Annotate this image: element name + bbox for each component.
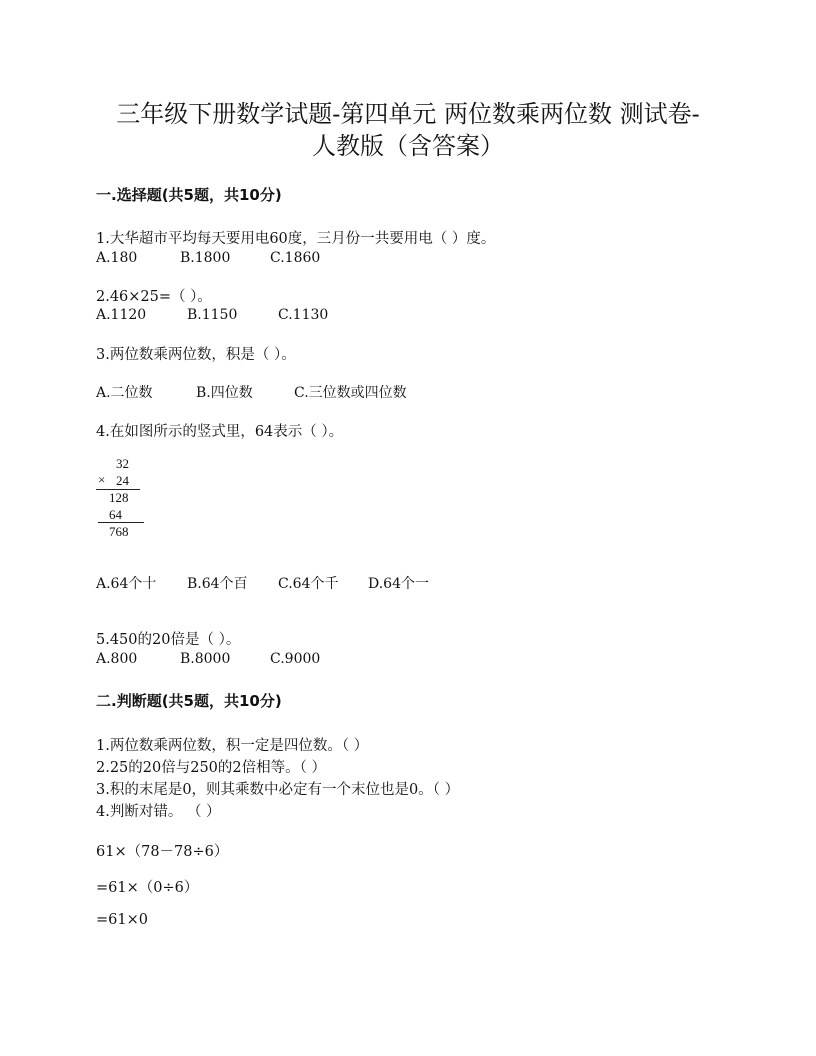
question-4-option-b: B.64个百 [187, 576, 248, 592]
question-5-option-b: B.8000 [180, 651, 231, 667]
calc-divider-line-2 [98, 522, 144, 523]
calculation-step-1: 61×（78－78÷6） [96, 844, 229, 860]
judgement-item-2: 2.25的20倍与250的2倍相等。（ ） [96, 760, 326, 776]
judgement-item-1: 1.两位数乘两位数，积一定是四位数。（ ） [96, 738, 369, 754]
question-3-option-b: B.四位数 [196, 385, 253, 401]
question-1-option-b: B.1800 [180, 250, 231, 266]
question-5-option-a: A.800 [96, 651, 138, 667]
question-1-text: 1.大华超市平均每天要用电60度，三月份一共要用电（ ）度。 [96, 231, 496, 247]
section-heading-choice: 一.选择题(共5题，共10分) [96, 186, 282, 204]
question-3-option-c: C.三位数或四位数 [294, 385, 407, 401]
calc-result: 768 [109, 524, 129, 539]
page-title-line2: 人教版（含答案） [312, 132, 504, 160]
section-heading-judgement: 二.判断题(共5题，共10分) [96, 692, 282, 710]
question-2-option-b: B.1150 [187, 307, 238, 323]
question-3-text: 3.两位数乘两位数，积是（ ）。 [96, 347, 296, 363]
question-4-option-a: A.64个十 [96, 576, 157, 592]
judgement-item-4: 4.判断对错。 （ ） [96, 804, 221, 820]
question-4-option-c: C.64个千 [278, 576, 339, 592]
page-title-line1: 三年级下册数学试题-第四单元 两位数乘两位数 测试卷- [116, 100, 700, 128]
calc-multiplier: 24 [116, 473, 129, 488]
calc-partial-product-1: 128 [109, 490, 129, 505]
judgement-item-3: 3.积的末尾是0，则其乘数中必定有一个末位也是0。（ ） [96, 782, 460, 798]
calc-partial-product-2: 64 [109, 507, 122, 522]
question-1-option-c: C.1860 [270, 250, 321, 266]
calc-multiplicand: 32 [116, 456, 129, 471]
calc-times-sign: × [98, 472, 106, 487]
calculation-step-2: =61×（0÷6） [96, 880, 199, 896]
question-2-option-a: A.1120 [96, 307, 147, 323]
question-4-text: 4.在如图所示的竖式里，64表示（ ）。 [96, 424, 344, 440]
question-5-option-c: C.9000 [270, 651, 321, 667]
question-2-option-c: C.1130 [278, 307, 329, 323]
question-2-text: 2.46×25=（ ）。 [96, 289, 212, 305]
question-3-option-a: A.二位数 [96, 385, 153, 401]
question-5-text: 5.450的20倍是（ ）。 [96, 632, 241, 648]
calculation-step-3: =61×0 [96, 912, 148, 928]
question-4-option-d: D.64个一 [368, 576, 429, 592]
question-1-option-a: A.180 [96, 250, 138, 266]
